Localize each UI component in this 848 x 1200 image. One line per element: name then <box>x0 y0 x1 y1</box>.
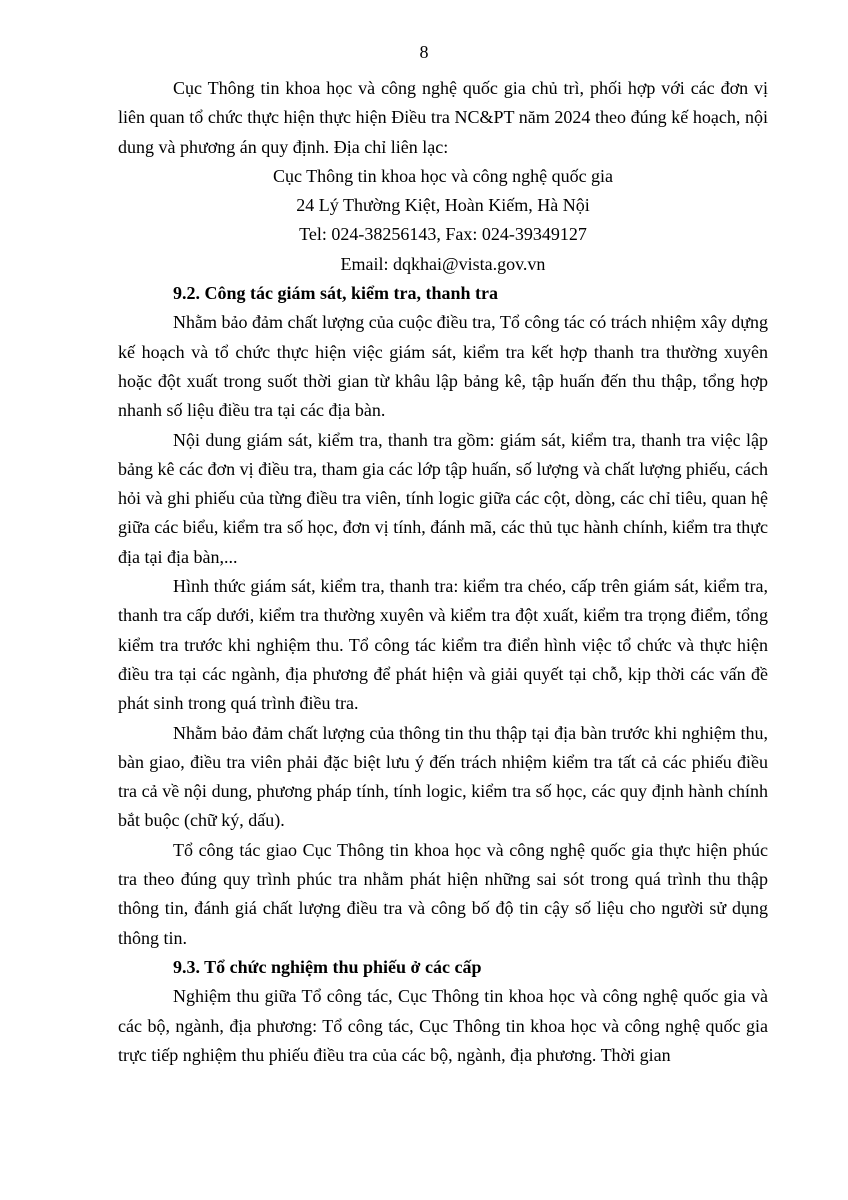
section-9-2-paragraph: Nội dung giám sát, kiểm tra, thanh tra gồm: giám sát, kiểm tra, thanh tra việc lập bảng kê các đơn vị điều tra, tham gia các lớp tập huấn, số lượng và chất lượng phiếu, cách hỏi và ghi phiếu của từng điều tra viên, tính logic giữa các cột, dòng, các chỉ tiêu, quan hệ giữa các biểu, kiểm tra số học, đơn vị tính, đánh mã, các thủ tục hành chính, kiểm tra thực địa tại địa bàn,... <box>118 429 768 567</box>
section-9-2-paragraph: Nhằm bảo đảm chất lượng của cuộc điều tra, Tổ công tác có trách nhiệm xây dựng kế hoạch và tổ chức thực hiện việc giám sát, kiểm tra kết hợp thanh tra thường xuyên hoặc đột xuất trong suốt thời gian từ khâu lập bảng kê, tập huấn đến thu thập, tổng hợp nhanh số liệu điều tra tại các địa bàn. <box>118 312 768 421</box>
address-line-street: 24 Lý Thường Kiệt, Hoàn Kiếm, Hà Nội <box>296 195 590 216</box>
intro-paragraph: Cục Thông tin khoa học và công nghệ quốc gia chủ trì, phối hợp với các đơn vị liên quan tổ chức thực hiện thực hiện Điều tra NC&PT năm 2024 theo đúng kế hoạch, nội dung và phương án quy định. Địa chỉ liên lạc: <box>118 78 768 157</box>
address-line-phone: Tel: 024-38256143, Fax: 024-39349127 <box>299 224 587 245</box>
address-line-email: Email: dqkhai@vista.gov.vn <box>340 253 546 274</box>
page-number: 8 <box>419 42 429 62</box>
section-9-3-paragraph: Nghiệm thu giữa Tổ công tác, Cục Thông tin khoa học và công nghệ quốc gia và các bộ, ngành, địa phương: Tổ công tác, Cục Thông tin khoa học và công nghệ quốc gia trực tiếp nghiệm thu phiếu điều tra của các bộ, ngành, địa phương. Thời gian <box>118 986 768 1065</box>
address-line-agency: Cục Thông tin khoa học và công nghệ quốc gia <box>272 165 614 186</box>
section-9-2-heading: 9.2. Công tác giám sát, kiểm tra, thanh tra <box>173 283 498 304</box>
section-9-2-paragraph: Hình thức giám sát, kiểm tra, thanh tra: kiểm tra chéo, cấp trên giám sát, kiểm tra, thanh tra cấp dưới, kiểm tra thường xuyên và kiểm tra đột xuất, kiểm tra trọng điểm, tổng kiểm tra trước khi nghiệm thu. Tổ công tác kiểm tra điển hình việc tổ chức và thực hiện điều tra tại các ngành, địa phương để phát hiện và giải quyết tại chỗ, kịp thời các vấn đề phát sinh trong quá trình điều tra. <box>118 576 768 714</box>
section-9-3-heading: 9.3. Tổ chức nghiệm thu phiếu ở các cấp <box>173 956 482 977</box>
document-body <box>118 74 768 1070</box>
section-9-2-paragraph: Nhằm bảo đảm chất lượng của thông tin thu thập tại địa bàn trước khi nghiệm thu, bàn giao, điều tra viên phải đặc biệt lưu ý đến trách nhiệm kiểm tra tất cả các phiếu điều tra cả về nội dung, phương pháp tính, tính logic, kiểm tra số học, các quy định hành chính bắt buộc (chữ ký, dấu). <box>118 722 768 831</box>
section-9-2-paragraph: Tổ công tác giao Cục Thông tin khoa học và công nghệ quốc gia thực hiện phúc tra theo đúng quy trình phúc tra nhằm phát hiện những sai sót trong quá trình thu thập thông tin, đánh giá chất lượng điều tra và công bố độ tin cậy số liệu cho người sử dụng thông tin. <box>118 839 768 948</box>
